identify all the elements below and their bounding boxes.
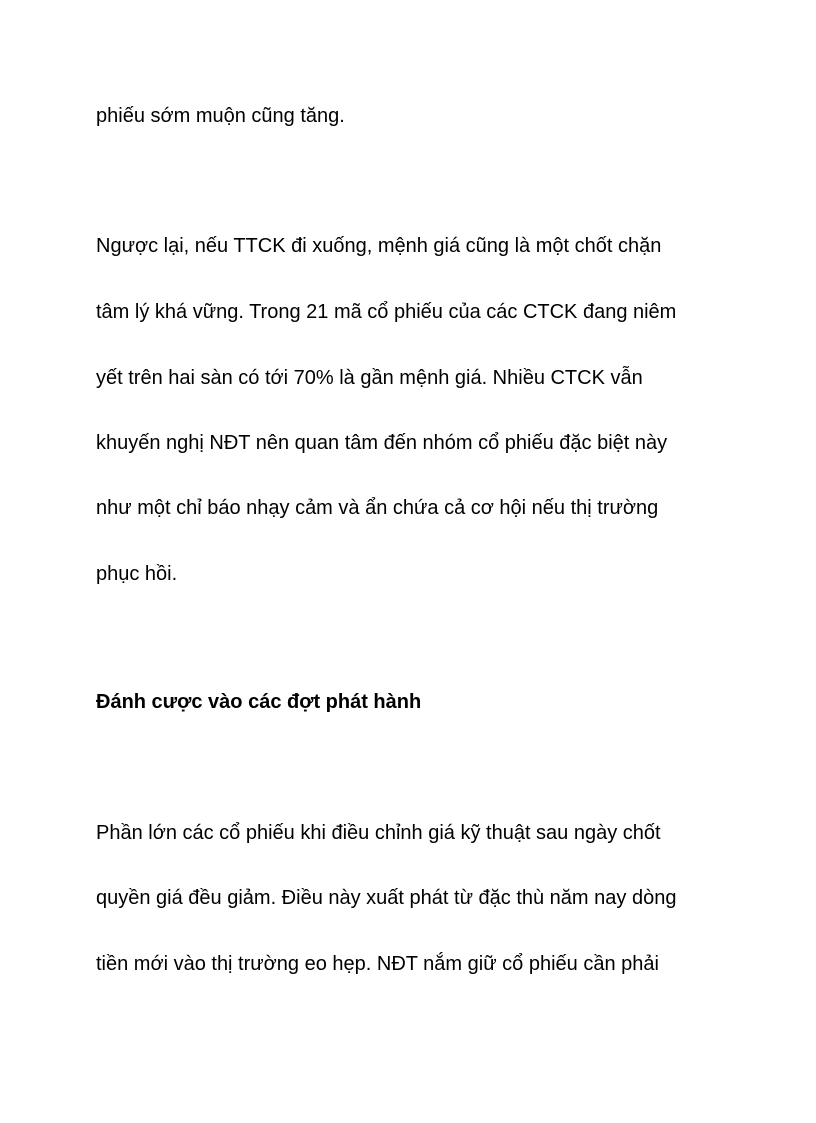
paragraph-line: Phần lớn các cổ phiếu khi điều chỉnh giá kỹ thuật sau ngày chốt [96,822,661,844]
paragraph-line: tâm lý khá vững. Trong 21 mã cổ phiếu của các CTCK đang niêm [96,301,677,323]
paragraph-line: Ngược lại, nếu TTCK đi xuống, mệnh giá cũng là một chốt chặn [96,235,662,257]
paragraph-line: khuyến nghị NĐT nên quan tâm đến nhóm cổ phiếu đặc biệt này [96,432,668,454]
paragraph-line: như một chỉ báo nhạy cảm và ẩn chứa cả cơ hội nếu thị trường [96,497,659,519]
paragraph-line: phiếu sớm muộn cũng tăng. [96,105,345,127]
paragraph-line: quyền giá đều giảm. Điều này xuất phát từ đặc thù năm nay dòng [96,887,677,909]
section-heading: Đánh cược vào các đợt phát hành [96,691,422,713]
paragraph-line: tiền mới vào thị trường eo hẹp. NĐT nắm giữ cổ phiếu cần phải [96,953,659,975]
paragraph-line: phục hồi. [96,563,178,585]
paragraph-line: yết trên hai sàn có tới 70% là gần mệnh giá. Nhiều CTCK vẫn [96,367,643,389]
